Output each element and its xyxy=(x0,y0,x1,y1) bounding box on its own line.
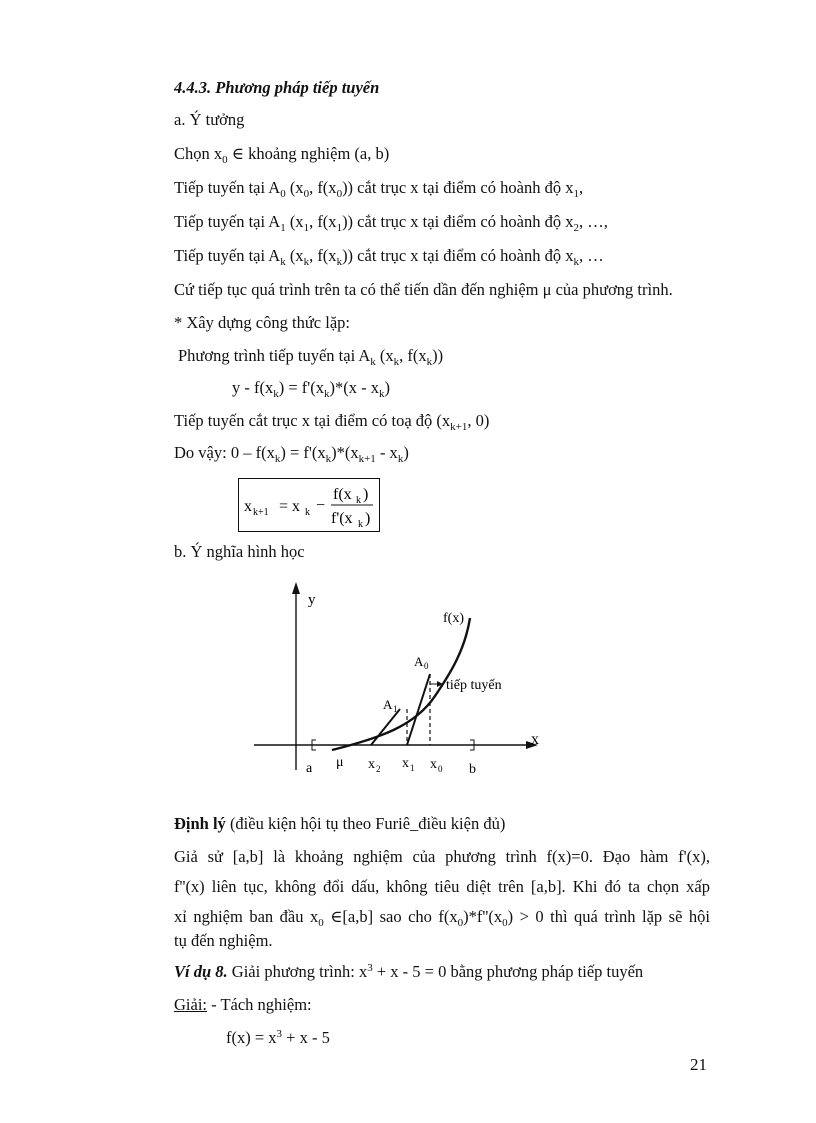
tangent-line-k: Tiếp tuyến tại $A_k$ ($x_k$, $f(x_k)$) cắt trục x tại điểm có hoành độ $x_k$, … xyxy=(174,246,604,268)
solution-line: Giải: - Tách nghiệm: xyxy=(174,995,312,1014)
formula-lhs-sub: k+1 xyxy=(253,507,269,518)
theorem-line-4: tụ đến nghiệm. xyxy=(174,931,273,950)
formula-numerator-sub: k xyxy=(356,495,361,506)
A0-label: A xyxy=(414,654,424,669)
y-axis-arrow xyxy=(292,582,300,594)
example-title: Ví dụ 8. xyxy=(174,962,228,981)
x1-sub: 1 xyxy=(410,763,415,773)
tangent-equation-intro: Phương trình tiếp tuyến tại $A_k$ ($x_k$, $f(x_k)$) xyxy=(178,346,444,368)
x2-label: x xyxy=(368,757,375,772)
tangent-line-1: Tiếp tuyến tại $A_1$ ($x_1$, $f(x_1)$) cắt trục x tại điểm có hoành độ $x_2$, …, xyxy=(174,212,608,234)
geometry-heading: b. Ý nghĩa hình học xyxy=(174,542,305,561)
A0-sub: 0 xyxy=(424,661,429,671)
formula-denominator: f'(x xyxy=(331,510,353,527)
x-label: x xyxy=(531,731,539,748)
example-line: Ví dụ 8. Giải phương trình: $x^3 + x - 5 = 0$ bằng phương pháp tiếp tuyến xyxy=(174,962,644,981)
tangent-at-A0 xyxy=(407,674,430,745)
mu-label: μ xyxy=(336,755,344,770)
x0-label: x xyxy=(430,757,437,772)
A1-sub: 1 xyxy=(393,704,398,714)
tangent-label: tiếp tuyến xyxy=(446,678,502,693)
x0-sub: 0 xyxy=(438,764,443,774)
formula-numerator-close: ) xyxy=(363,486,369,503)
x2-sub: 2 xyxy=(376,764,381,774)
a-label: a xyxy=(306,761,313,776)
formula-eq: = x xyxy=(279,498,301,515)
formula-denominator-sub: k xyxy=(358,519,363,530)
build-formula-heading: * Xây dựng công thức lặp: xyxy=(174,313,350,332)
theorem-line-2: f''(x) liên tục, không đổi dấu, không tiêu diệt trên [a,b]. Khi đó ta chọn xấp xyxy=(174,877,710,896)
theorem-line-3: xỉ nghiệm ban đầu $x_0$ ∈[a,b] sao cho $f(x_0)*f''(x_0) > 0$ thì quá trình lặp sẽ hội xyxy=(174,907,710,929)
f-definition: $f(x) = x^3 + x - 5$ xyxy=(226,1028,330,1047)
theorem-heading: Định lý (điều kiện hội tụ theo Furiê_điều kiện đủ) xyxy=(174,814,506,833)
solution-label: Giải: xyxy=(174,995,207,1014)
theorem-title: Định lý xyxy=(174,814,226,833)
formula-eq-sub: k xyxy=(305,507,310,518)
x1-label: x xyxy=(402,756,409,771)
tangent-at-A1 xyxy=(371,709,400,745)
b-label: b xyxy=(469,762,476,777)
tangent-equation: $y - f(x_k) = f'(x_k)*(x - x_k)$ xyxy=(232,378,390,400)
theorem-line-1: Giả sử [a,b] là khoảng nghiệm của phương trình f(x)=0. Đạo hàm f'(x), xyxy=(174,847,710,866)
section-title: 4.4.3. Phương pháp tiếp tuyến xyxy=(174,78,380,97)
intersection-line: Tiếp tuyến cắt trục x tại điểm có toạ độ ($x_{k+1}$, 0) xyxy=(174,411,490,433)
formula-lhs: x xyxy=(244,498,252,515)
tangent-line-0: Tiếp tuyến tại $A_0$ ($x_0$, $f(x_0)$) cắt trục x tại điểm có hoành độ $x_1$, xyxy=(174,178,584,200)
formula-svg xyxy=(239,479,379,531)
A1-label: A xyxy=(383,697,393,712)
choose-line: Chọn $x_0$ ∈ khoảng nghiệm (a, b) xyxy=(174,144,390,166)
formula-numerator: f(x xyxy=(333,486,352,503)
therefore-line: Do vậy: $0 - f(x_k) = f'(x_k)*(x_{k+1} - x_k)$ xyxy=(174,443,409,465)
formula-denominator-close: ) xyxy=(365,510,371,527)
tangent-method-figure xyxy=(250,578,560,778)
y-label: y xyxy=(308,592,316,608)
formula-minus: − xyxy=(316,497,326,514)
curve-label: f(x) xyxy=(443,611,464,626)
page-number: 21 xyxy=(690,1055,707,1074)
idea-heading: a. Ý tưởng xyxy=(174,110,245,129)
continue-text: Cứ tiếp tục quá trình trên ta có thể tiến dần đến nghiệm μ của phương trình. xyxy=(174,280,673,299)
boxed-formula xyxy=(238,478,380,532)
